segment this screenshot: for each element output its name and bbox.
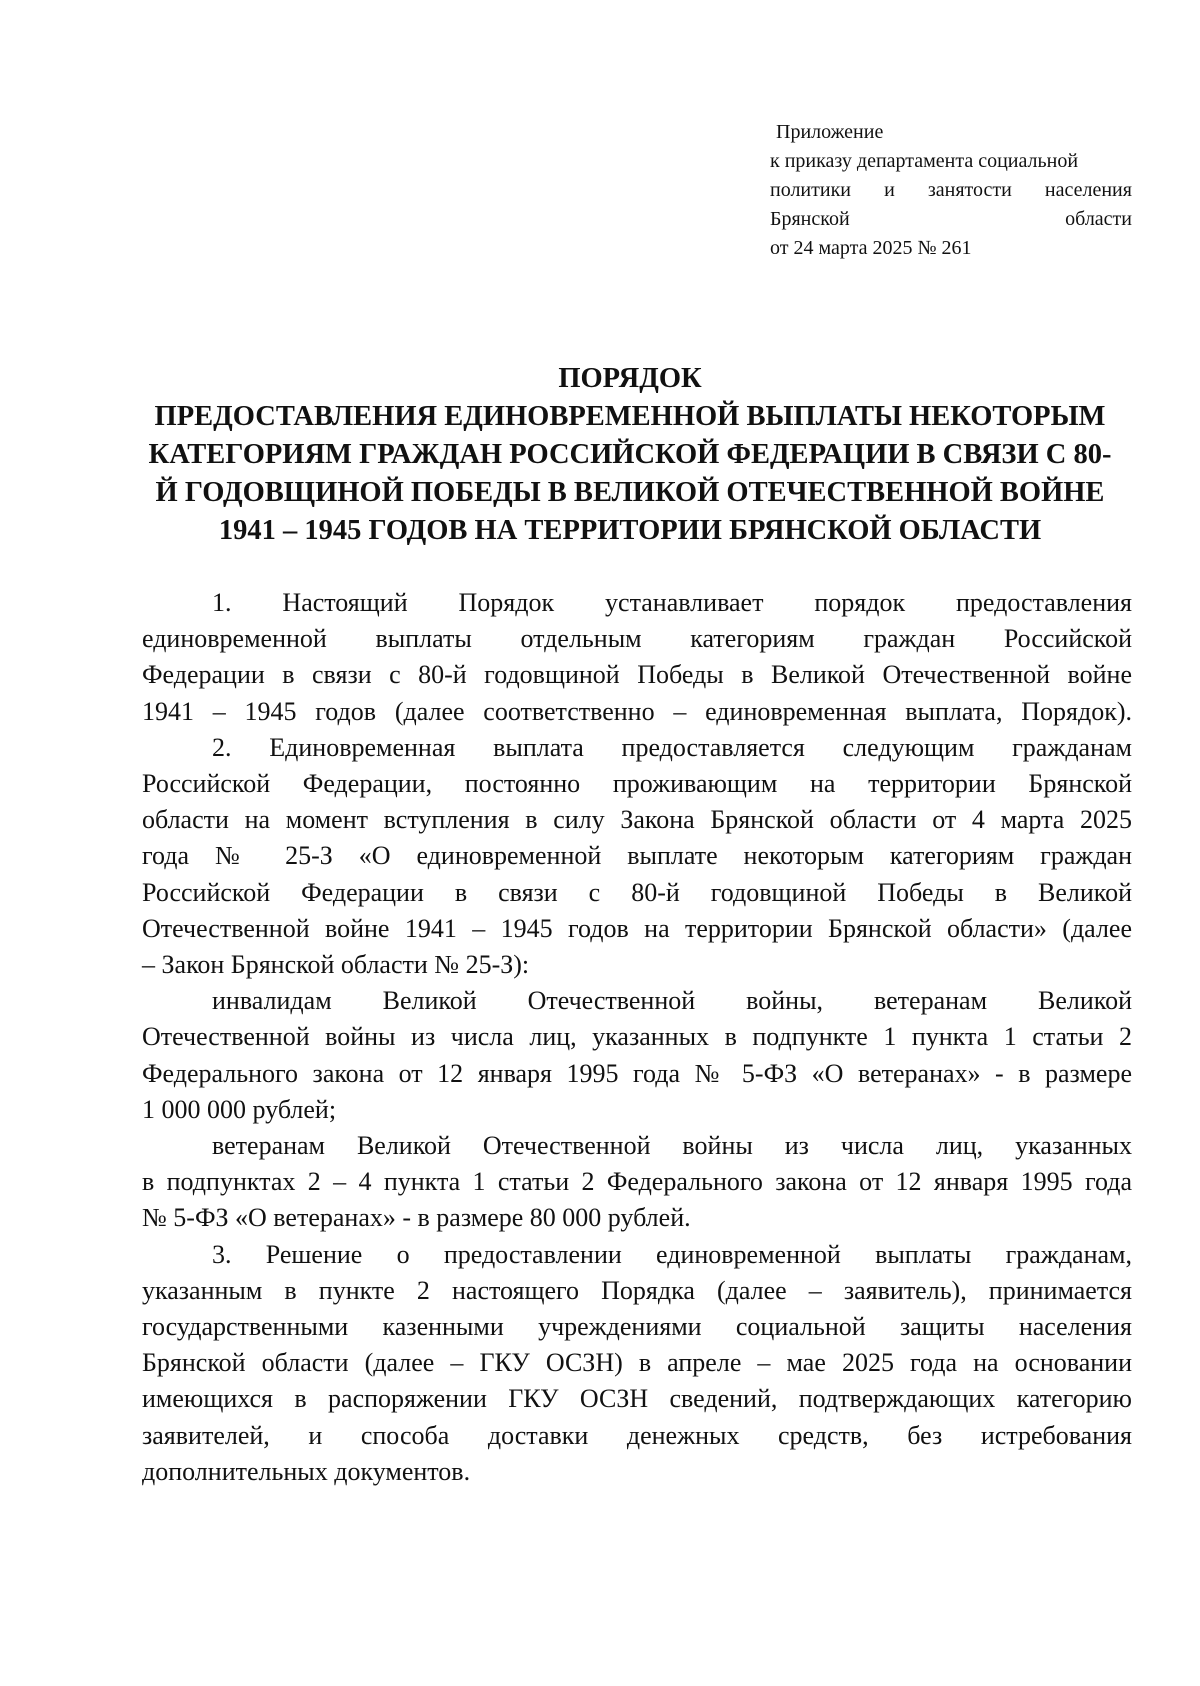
paragraph-line: Отечественной войне 1941 – 1945 годов на территории Брянской области» (далее	[142, 913, 1132, 943]
paragraph-line: 3. Решение о предоставлении единовременной выплаты гражданам,	[212, 1239, 1132, 1269]
paragraph-line: – Закон Брянской области № 25-З):	[142, 950, 530, 980]
paragraph-line: 1941 – 1945 годов (далее соответственно – единовременная выплата, Порядок).	[142, 696, 1132, 726]
title-line: 1941 – 1945 ГОДОВ НА ТЕРРИТОРИИ БРЯНСКОЙ ОБЛАСТИ	[218, 515, 1042, 546]
paragraph-line: 2. Единовременная выплата предоставляется следующим гражданам	[212, 732, 1132, 762]
paragraph-line: Федерального закона от 12 января 1995 года № 5-ФЗ «О ветеранах» - в размере	[142, 1058, 1132, 1088]
paragraph-3	[142, 1237, 1132, 1490]
appendix-word: занятости	[927, 179, 1012, 201]
appendix-word: Брянской	[770, 208, 850, 230]
paragraph-line: Российской Федерации, постоянно проживающим на территории Брянской	[142, 769, 1132, 799]
paragraph-line: № 5-ФЗ «О ветеранах» - в размере 80 000 рублей.	[142, 1203, 691, 1233]
paragraph-line: дополнительных документов.	[142, 1456, 471, 1486]
paragraph-2	[142, 730, 1132, 983]
paragraph-line: Федерации в связи с 80-й годовщиной Победы в Великой Отечественной войне	[142, 660, 1132, 690]
paragraph-line: заявителей, и способа доставки денежных средств, без истребования	[142, 1420, 1132, 1450]
document-body	[142, 585, 1132, 1490]
paragraph-line: Брянской области (далее – ГКУ ОСЗН) в апреле – мае 2025 года на основании	[142, 1348, 1132, 1378]
title-line: Й ГОДОВЩИНОЙ ПОБЕДЫ В ВЕЛИКОЙ ОТЕЧЕСТВЕННОЙ ВОЙНЕ	[155, 477, 1105, 508]
appendix-line	[770, 147, 1132, 176]
appendix-word: области	[1065, 208, 1132, 230]
appendix-line	[770, 205, 1132, 234]
paragraph-line: ветеранам Великой Отечественной войны из числа лиц, указанных	[212, 1131, 1132, 1161]
paragraph-2-item-1	[142, 983, 1132, 1128]
title-line: ПОРЯДОК	[558, 363, 702, 394]
paragraph-line: единовременной выплаты отдельным категориям граждан Российской	[142, 624, 1132, 654]
title-line: ПРЕДОСТАВЛЕНИЯ ЕДИНОВРЕМЕННОЙ ВЫПЛАТЫ НЕКОТОРЫМ	[154, 401, 1106, 432]
paragraph-line: 1. Настоящий Порядок устанавливает порядок предоставления	[212, 588, 1132, 617]
paragraph-line: инвалидам Великой Отечественной войны, ветеранам Великой	[212, 986, 1132, 1016]
appendix-date-number: от 24 марта 2025 № 261	[770, 237, 972, 259]
paragraph-line: года № 25-З «О единовременной выплате некоторым категориям граждан	[142, 841, 1132, 871]
paragraph-line: 1 000 000 рублей;	[142, 1094, 337, 1124]
paragraph-line: указанным в пункте 2 настоящего Порядка (далее – заявитель), принимается	[142, 1275, 1132, 1305]
appendix-word: политики	[770, 179, 851, 201]
paragraph-line: Отечественной войны из числа лиц, указанных в подпункте 1 пункта 1 статьи 2	[142, 1022, 1132, 1052]
document-title	[140, 360, 1120, 550]
appendix-block	[770, 118, 1132, 263]
paragraph-line: области на момент вступления в силу Закона Брянской области от 4 марта 2025	[142, 805, 1132, 835]
paragraph-line: имеющихся в распоряжении ГКУ ОСЗН сведений, подтверждающих категорию	[142, 1384, 1132, 1414]
paragraph-2-item-2	[142, 1128, 1132, 1237]
appendix-line: Приложение	[776, 121, 884, 143]
title-line: КАТЕГОРИЯМ ГРАЖДАН РОССИЙСКОЙ ФЕДЕРАЦИИ В СВЯЗИ С 80-	[148, 439, 1112, 470]
appendix-line-text: к приказу департамента социальной	[770, 150, 1079, 172]
paragraph-line: в подпунктах 2 – 4 пункта 1 статьи 2 Федерального закона от 12 января 1995 года	[142, 1167, 1132, 1197]
appendix-word: населения	[1044, 179, 1132, 201]
paragraph-line: Российской Федерации в связи с 80-й годовщиной Победы в Великой	[142, 877, 1132, 907]
appendix-word: и	[884, 179, 895, 201]
paragraph-1	[142, 585, 1132, 730]
paragraph-line: государственными казенными учреждениями социальной защиты населения	[142, 1312, 1132, 1342]
appendix-line	[770, 176, 1132, 205]
